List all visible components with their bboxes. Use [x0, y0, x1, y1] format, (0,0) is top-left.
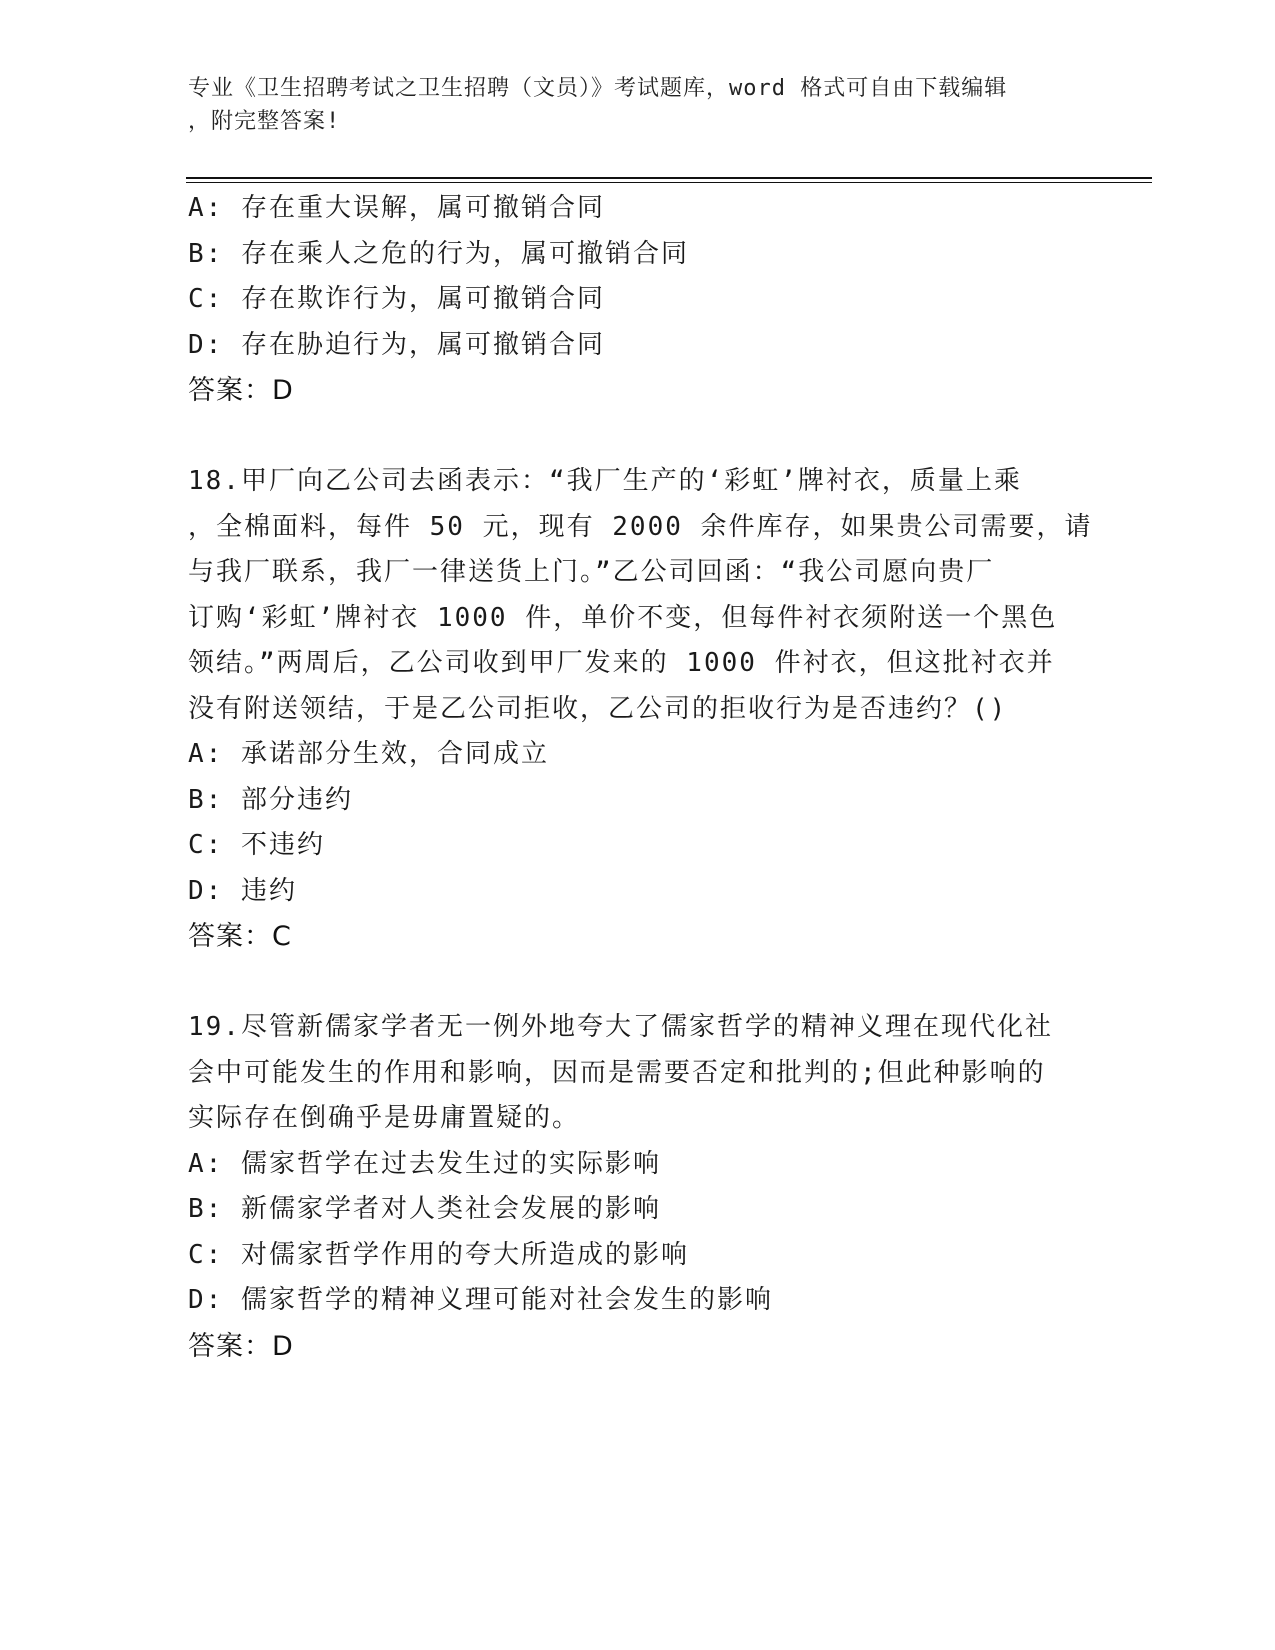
- header-rule-thick: [186, 177, 1152, 179]
- option-a: A: 儒家哲学在过去发生过的实际影响: [188, 1148, 661, 1179]
- header-rule-thin: [186, 182, 1152, 183]
- option-d: D: 存在胁迫行为，属可撤销合同: [188, 329, 605, 360]
- question-text-line: 与我厂联系，我厂一律送货上门。”乙公司回函：“我公司愿向贵厂: [188, 557, 995, 587]
- option-c: C: 对儒家哲学作用的夸大所造成的影响: [188, 1239, 689, 1270]
- answer: 答案：D: [188, 375, 294, 406]
- spacer: [188, 414, 1088, 460]
- question-text-line: 实际存在倒确乎是毋庸置疑的。: [188, 1103, 581, 1133]
- option-a: A: 承诺部分生效，合同成立: [188, 739, 549, 769]
- question-text-line: 订购‘彩虹’牌衬衣 1000 件，单价不变，但每件衬衣须附送一个黑色: [188, 602, 1058, 633]
- spacer: [188, 960, 1088, 1006]
- question-text-line: 会中可能发生的作用和影响，因而是需要否定和批判的;但此种影响的: [188, 1057, 1046, 1088]
- question-text-line: 没有附送领结，于是乙公司拒收，乙公司的拒收行为是否违约？(): [188, 693, 1008, 724]
- header-line-2: ，附完整答案!: [188, 109, 341, 134]
- question-text-line: 18.甲厂向乙公司去函表示：“我厂生产的‘彩虹’牌衬衣，质量上乘: [188, 466, 1022, 496]
- question-17: [188, 186, 1088, 414]
- option-d: D: 违约: [188, 875, 297, 906]
- option-b: B: 部分违约: [188, 784, 353, 815]
- page-header: [188, 72, 1068, 138]
- question-text-line: 19.尽管新儒家学者无一例外地夸大了儒家哲学的精神义理在现代化社: [188, 1012, 1053, 1042]
- header-line-1: 专业《卫生招聘考试之卫生招聘（文员）》考试题库，word 格式可自由下载编辑: [188, 76, 1008, 101]
- option-b: B: 新儒家学者对人类社会发展的影响: [188, 1194, 661, 1224]
- question-19: [188, 1005, 1088, 1369]
- option-c: C: 存在欺诈行为，属可撤销合同: [188, 284, 605, 314]
- answer: 答案：D: [188, 1330, 294, 1362]
- question-18: [188, 459, 1093, 960]
- answer: 答案：C: [188, 921, 292, 952]
- question-text-line: ，全棉面料，每件 50 元，现有 2000 余件库存，如果贵公司需要，请: [188, 511, 1093, 542]
- question-content: [188, 186, 1093, 1369]
- option-a: A: 存在重大误解，属可撤销合同: [188, 193, 605, 223]
- option-b: B: 存在乘人之危的行为，属可撤销合同: [188, 238, 689, 269]
- option-c: C: 不违约: [188, 830, 325, 860]
- question-text-line: 领结。”两周后，乙公司收到甲厂发来的 1000 件衬衣，但这批衬衣并: [188, 648, 1055, 678]
- option-d: D: 儒家哲学的精神义理可能对社会发生的影响: [188, 1285, 773, 1315]
